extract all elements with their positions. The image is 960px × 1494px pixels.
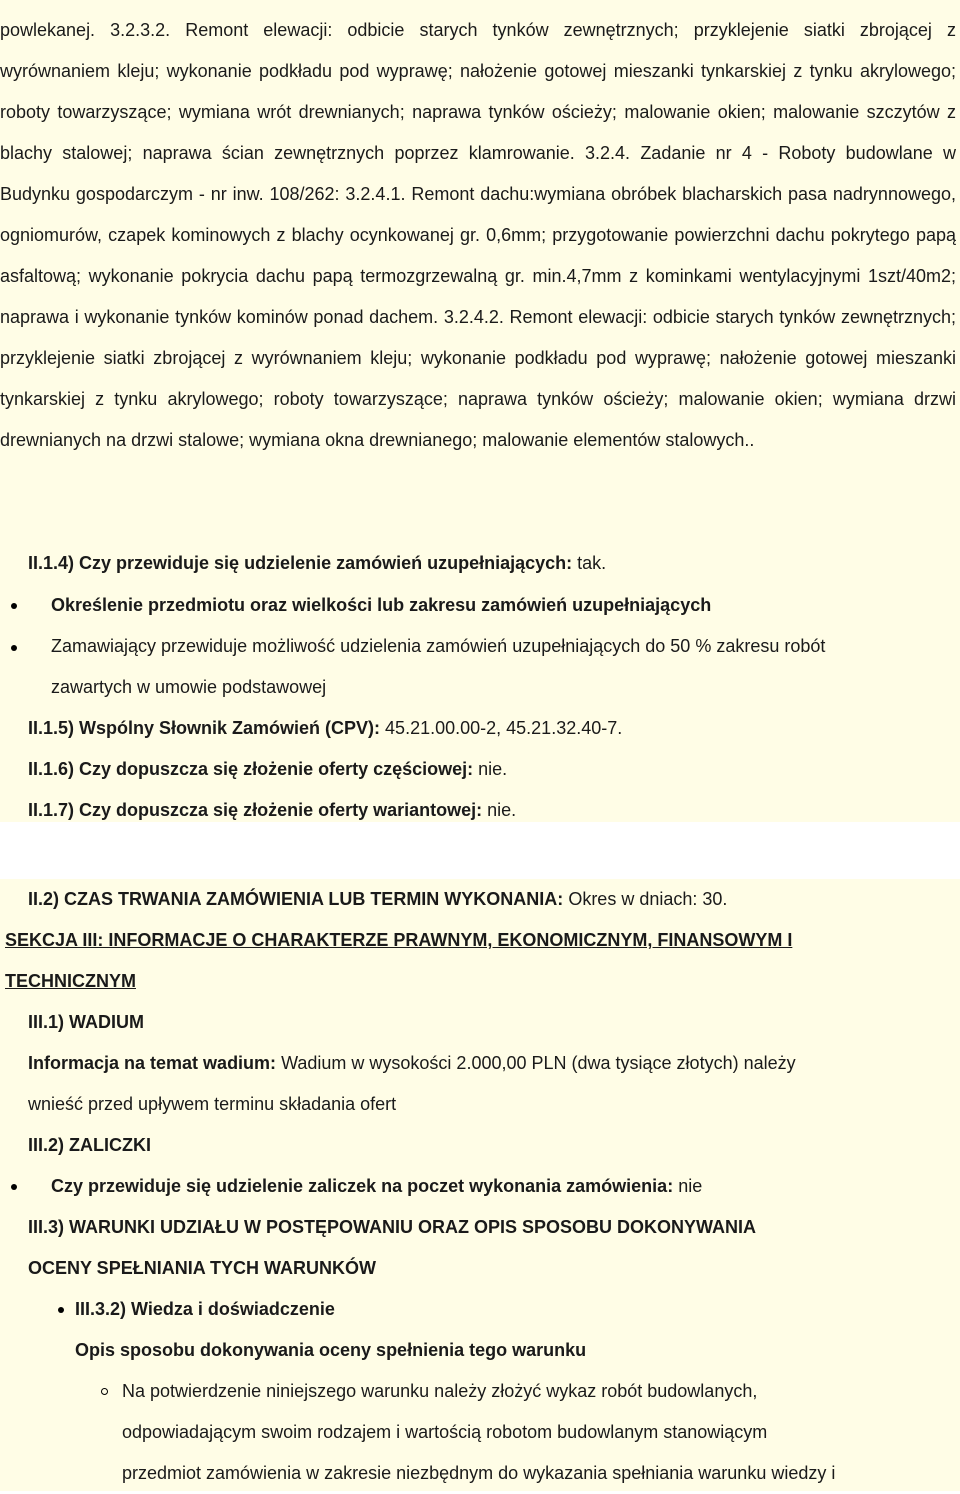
bullet-a-text: Określenie przedmiotu oraz wielkości lub zakresu zamówień uzupełniających xyxy=(51,595,712,615)
bullet-line-b2: zawartych w umowie podstawowej xyxy=(51,677,327,697)
sub-line-2: odpowiadającym swoim rodzajem i wartością robotom budowlanym stanowiącym xyxy=(122,1422,768,1442)
circle-bullet-icon xyxy=(101,1388,108,1395)
zaliczki-label: Czy przewiduje się udzielenie zaliczek na poczet wykonania zamówienia: xyxy=(51,1176,674,1196)
ii-1-5-label: II.1.5) Wspólny Słownik Zamówień (CPV): xyxy=(28,718,381,738)
opis-label: Opis sposobu dokonywania oceny spełnienia tego warunku xyxy=(75,1340,587,1360)
ii-1-4-label: II.1.4) Czy przewiduje się udzielenie zamówień uzupełniających: xyxy=(28,553,573,573)
section-iii-heading-line1: SEKCJA III: INFORMACJE O CHARAKTERZE PRAWNYM, EKONOMICZNYM, FINANSOWYM I xyxy=(5,930,793,950)
iii-3-2-label: III.3.2) Wiedza i doświadczenie xyxy=(75,1299,335,1319)
ii-1-7-label: II.1.7) Czy dopuszcza się złożenie oferty wariantowej: xyxy=(28,800,483,820)
ii-1-7-value: nie. xyxy=(482,800,517,820)
section-iii-block xyxy=(0,920,960,1491)
bullet-icon xyxy=(11,645,17,651)
ii-1-6-line xyxy=(28,749,507,790)
iii-1-heading xyxy=(28,1002,144,1043)
bullet-line-b1: Zamawiający przewiduje możliwość udzielenia zamówień uzupełniających do 50 % zakresu robót xyxy=(51,636,826,656)
sub-line-1: Na potwierdzenie niniejszego warunku należy złożyć wykaz robót budowlanych, xyxy=(122,1381,758,1401)
sub-line-3: przedmiot zamówienia w zakresie niezbędnym do wykazania spełniania warunku wiedzy i xyxy=(122,1463,836,1483)
iii-2-label: III.2) ZALICZKI xyxy=(28,1135,151,1155)
ii-2-label: II.2) CZAS TRWANIA ZAMÓWIENIA LUB TERMIN WYKONANIA: xyxy=(28,889,564,909)
ii-1-4-line xyxy=(28,543,606,584)
iii-3-heading-2 xyxy=(28,1248,376,1289)
section-iii-heading-2 xyxy=(5,961,136,1002)
iii-3-label-line2: OCENY SPEŁNIANIA TYCH WARUNKÓW xyxy=(28,1258,377,1278)
ii-1-4-value: tak. xyxy=(572,553,607,573)
wadium-line-1 xyxy=(28,1043,796,1084)
bullet-icon xyxy=(58,1307,64,1313)
iii-3-label-line1: III.3) WARUNKI UDZIAŁU W POSTĘPOWANIU ORAZ OPIS SPOSOBU DOKONYWANIA xyxy=(28,1217,757,1237)
ii-1-6-value: nie. xyxy=(473,759,508,779)
iii-1-label: III.1) WADIUM xyxy=(28,1012,144,1032)
zaliczki-line xyxy=(51,1166,702,1207)
wadium-line-2: wnieść przed upływem terminu składania ofert xyxy=(28,1094,397,1114)
ii-2-band xyxy=(0,879,960,920)
ii-1-7-line xyxy=(28,790,516,831)
ii-1-5-value: 45.21.00.00-2, 45.21.32.40-7. xyxy=(380,718,623,738)
wadium-value: Wadium w wysokości 2.000,00 PLN (dwa tysiące złotych) należy xyxy=(276,1053,796,1073)
description-paragraph: powlekanej. 3.2.3.2. Remont elewacji: odbicie starych tynków zewnętrznych; przyklejenie siatki zbrojącej z wyrównaniem kleju; wykonanie podkładu pod wyprawę; nałożenie gotowej mieszanki tynkarskiej z tynku akrylowego; roboty towarzyszące; wymiana wrót drewnianych; naprawa tynków ościeży; malowanie okien; malowanie szczytów z blachy stalowej; naprawa ścian zewnętrznych poprzez klamrowanie. 3.2.4. Zadanie nr 4 - Roboty budowlane w Budynku gospodarczym - nr inw. 108/262: 3.2.4.1. Remont dachu:wymiana obróbek blacharskich pasa nadrynnowego, ogniomurów, czapek kominowych z blachy ocynkowanej gr. 0,6mm; przygotowanie powierzchni dachu pokrytego papą asfaltową; wykonanie pokrycia dachu papą termozgrzewalną gr. min.4,7mm z kominkami wentylacyjnymi 1szt/40m2; naprawa i wykonanie tynków kominów ponad dachem. 3.2.4.2. Remont elewacji: odbicie starych tynków zewnętrznych; przyklejenie siatki zbrojącej z wyrównaniem kleju; wykonanie podkładu pod wyprawę; nałożenie gotowej mieszanki tynkarskiej z tynku akrylowego; roboty towarzyszące; naprawa tynków ościeży; malowanie okien; wymiana drzwi drewnianych na drzwi stalowe; wymiana okna drewnianego; malowanie elementów stalowych.. xyxy=(0,20,956,450)
ii-2-line xyxy=(28,879,727,920)
iii-2-heading xyxy=(28,1125,151,1166)
bullet-icon xyxy=(11,1184,17,1190)
section-iii-heading-line2: TECHNICZNYM xyxy=(5,971,136,991)
ii-2-value: Okres w dniach: 30. xyxy=(563,889,728,909)
section-iii-heading xyxy=(5,920,792,961)
opis-heading xyxy=(75,1330,586,1371)
ii-1-5-line xyxy=(28,708,622,749)
bullet-line-a xyxy=(51,585,711,626)
zaliczki-value: nie xyxy=(673,1176,703,1196)
iii-3-heading xyxy=(28,1207,756,1248)
iii-3-2-heading xyxy=(75,1289,335,1330)
wadium-label: Informacja na temat wadium: xyxy=(28,1053,277,1073)
bullet-icon xyxy=(11,603,17,609)
ii-1-6-label: II.1.6) Czy dopuszcza się złożenie oferty częściowej: xyxy=(28,759,474,779)
